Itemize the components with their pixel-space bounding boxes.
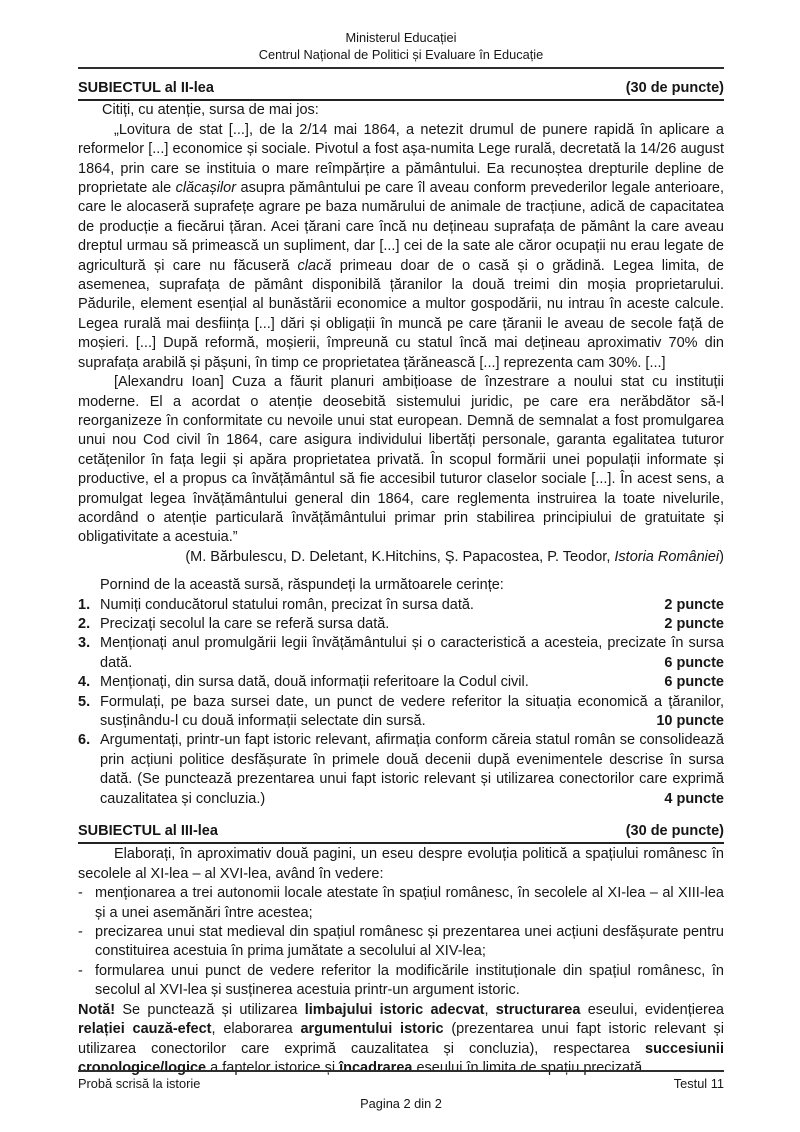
source-paragraph-1: „Lovitura de stat [...], de la 2/14 mai 1864, a netezit drumul de punere rapidă în aplicare a reformelor [...] economice și sociale. Pivotul a fost așa-numita Lege rurală, decretată la 14/26 august 1864, prin care se instituia o mare reîmpărțire a pământului. Ea recunoștea drepturile depline de proprietate ale clăcașilor asupra pământului pe care îl aveau conform prevederilor legale anterioare, care le alocaseră suprafețe agrare pe baza numărului de animale de tracțiune, adică de capacitatea de producție a fiecărui țăran. Acei țărani care încă nu dețineau suprafața de pământ la care aveau dreptul urmau să primească un supliment, dar [...] cei de la sate ale căror ocupații nu erau legate de agricultură și care nu făcuseră clacă primeau doar de o casă și o grădină. Legea limita, de asemenea, suprafața de pământ disponibilă țăranilor la două treimi din moșia proprietarului. Pădurile, element esențial al bunăstării economice a multor gospodării, nu intrau în aceste calcule. Legea rurală mai desființa [...] dări și obligații în muncă pe care țăranii le aveau de secole față de moșieri. [...] După reformă, moșierii, împreună cu statul încă mai dețineau aproximativ 70% din suprafața arabilă și pășuni, în timp ce proprietatea țărănească [...] reprezenta cam 30%. [...]: [78, 121, 725, 371]
header-divider: [78, 67, 724, 69]
requirement-text: Numiți conducătorul statului român, precizat în sursa dată.: [100, 596, 474, 613]
requirement-points: 10 puncte: [656, 713, 724, 729]
bullet-dash: -: [78, 885, 83, 902]
requirements-list: [78, 596, 724, 809]
bullet-dash: -: [78, 924, 83, 941]
bullet-text: formularea unui punct de vedere referitor la modificările instituționale din spațiul românesc, în secolul al XVI-lea și susținerea acestuia printr-un argument istoric.: [95, 962, 724, 999]
source-paragraph-2: [Alexandru Ioan] Cuza a făurit planuri ambițioase de înzestrare a noului stat cu instituții moderne. El a acordat o atenție deosebită sistemului juridic, pe care era nerăbdător să-l reorganizeze în conformitate cu nevoile unui stat european. Demnă de semnalat a fost promulgarea unui nou Cod civil în 1864, care asigura individului libertăți personale, garanta egalitatea tuturor cetățenilor în fața legii și apăra proprietatea privată. În scopul formării unei populații informate și productive, el a propus ca învățământul să fie accesibil tuturor claselor sociale [...]. În acest sens, a promulgat legea învățământului general din 1864, care reglementa instruirea la toate nivelurile, acordând o atenție particulară învățământului primar prin stabilirea principiului de gratuitate și obligativitate a acestuia.”: [78, 374, 724, 546]
requirement-item-2: [78, 615, 724, 634]
source-attribution: (M. Bărbulescu, D. Deletant, K.Hitchins, Ș. Papacostea, P. Teodor, Istoria României): [185, 548, 724, 565]
requirement-text: Formulați, pe baza sursei date, un punct de vedere referitor la situația economică a țăranilor, susținându-l cu două informații selectate din sursă.: [100, 693, 724, 729]
essay-bullet-2: [78, 923, 724, 962]
subject3-intro: Elaborați, în aproximativ două pagini, un eseu despre evoluția politică a spațiului românesc în secolele al XI-lea – al XVI-lea, având în vedere:: [78, 846, 724, 882]
requirement-number: 2.: [78, 615, 91, 632]
requirement-text: Argumentați, printr-un fapt istoric relevant, afirmația conform căreia statul român se consolidează prin acțiuni politice desfășurate în primele două decenii după evenimentele descrise în sursa dată. (Se punctează prezentarea unui fapt istoric relevant și utilizarea conectorilor care exprimă cauzalitatea și concluzia.): [100, 732, 724, 807]
subject3-title: SUBIECTUL al III-lea: [78, 823, 218, 840]
requirement-item-1: [78, 596, 724, 615]
footer-page-number: Pagina 2 din 2: [360, 1096, 442, 1111]
subject2-intro: Citiți, cu atenție, sursa de mai jos:: [102, 102, 319, 119]
requirement-points: 4 puncte: [664, 790, 724, 807]
bullet-dash: -: [78, 962, 83, 979]
subject2-prompt: Pornind de la această sursă, răspundeți la următoarele cerințe:: [100, 577, 504, 594]
footer-test-number: Testul 11: [673, 1076, 724, 1091]
subject2-points: (30 de puncte): [625, 80, 724, 96]
requirement-number: 1.: [78, 596, 91, 613]
requirement-number: 3.: [78, 635, 91, 652]
subject3-heading: [78, 822, 724, 844]
requirement-number: 4.: [78, 674, 91, 691]
requirement-text: Menționați, din sursa dată, două informații referitoare la Codul civil.: [100, 674, 529, 691]
requirement-points: 2 puncte: [664, 596, 724, 613]
subject2-heading: [78, 79, 724, 101]
essay-bullet-3: [78, 962, 724, 1001]
footer-exam-name: Probă scrisă la istorie: [78, 1076, 201, 1091]
requirement-number: 5.: [78, 693, 91, 710]
requirement-item-5: [78, 693, 724, 732]
requirement-item-4: [78, 673, 724, 692]
note-paragraph: Notă! Se punctează și utilizarea limbajului istoric adecvat, structurarea eseului, evidențierea relației cauză-efect, elaborarea argumentului istoric (prezentarea unui fapt istoric relevant și utilizarea conectorilor care exprimă cauzalitatea și concluzia), respectarea succesiunii cronologice/logice a faptelor istorice și încadrarea eseului în limita de spațiu precizată.: [78, 1001, 724, 1076]
requirement-points: 6 puncte: [664, 654, 724, 671]
subject2-title: SUBIECTUL al II-lea: [78, 80, 214, 96]
footer-divider: [78, 1070, 724, 1072]
requirement-text: Precizați secolul la care se referă sursa dată.: [100, 615, 390, 632]
header-ministry: Ministerul Educației: [345, 30, 457, 45]
requirement-item-3: [78, 634, 724, 673]
essay-bullet-1: [78, 884, 724, 923]
bullet-text: menționarea a trei autonomii locale atestate în spațiul românesc, în secolele al XI-lea – al XIII-lea și a unei asemănări între acestea;: [95, 885, 724, 921]
requirement-points: 2 puncte: [664, 615, 724, 632]
document-footer: [78, 1070, 724, 1112]
requirement-text: Menționați anul promulgării legii învățământului și o caracteristică a acesteia, precizate în sursa dată.: [100, 635, 724, 671]
document-header: [78, 30, 724, 63]
requirement-points: 6 puncte: [664, 674, 724, 691]
subject3-points: (30 de puncte): [625, 823, 724, 840]
requirement-item-6: [78, 731, 724, 809]
header-center-name: Centrul Național de Politici și Evaluare în Educație: [258, 46, 544, 62]
requirement-number: 6.: [78, 732, 91, 749]
bullet-text: precizarea unui stat medieval din spațiul românesc și prezentarea unei acțiuni desfășurate pentru constituirea acestuia în prima jumătate a secolului al XIV-lea;: [95, 924, 724, 960]
